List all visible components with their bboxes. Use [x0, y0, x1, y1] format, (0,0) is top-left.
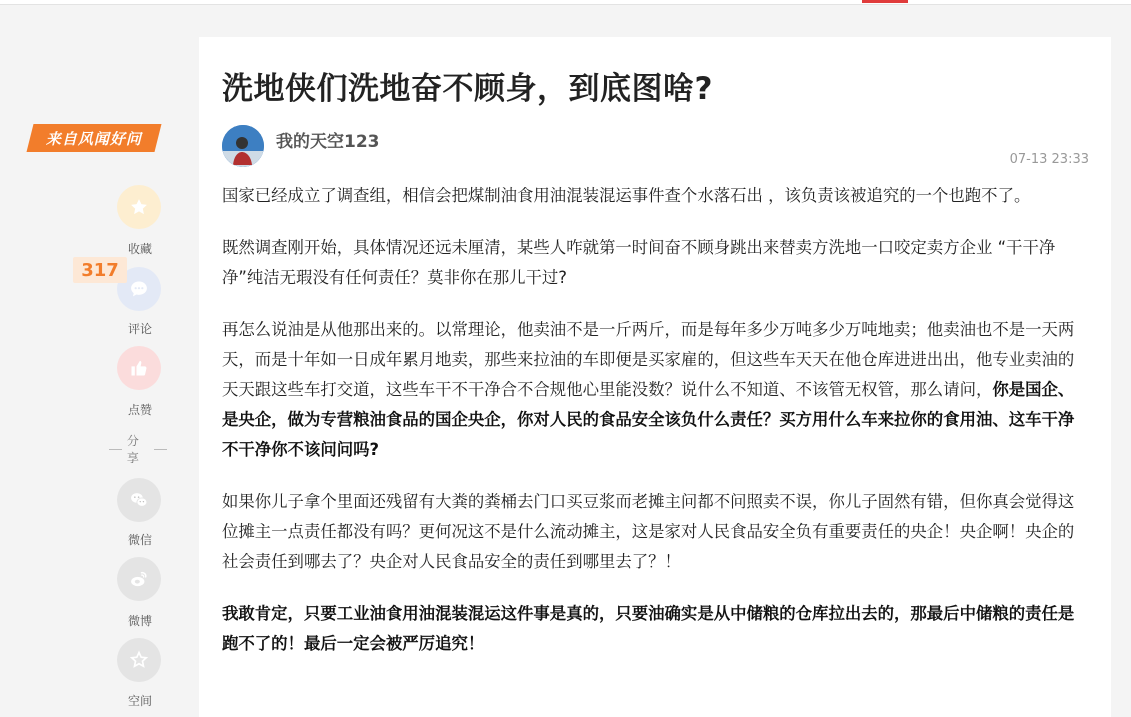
qzone-share-button[interactable]: [117, 638, 161, 682]
source-badge-label: 来自风闻好问: [45, 129, 142, 148]
comment-count-badge[interactable]: 317: [73, 257, 127, 283]
avatar-image: [222, 125, 264, 167]
paragraph-3-text: 再怎么说油是从他那出来的。以常理论，他卖油不是一斤两斤，而是每年多少万吨多少万吨地卖；他卖油也不是一天两天，而是十年如一日成年累月地卖，那些来拉油的车即便是买家雇的，但这些车天天在他仓库进进出出，他专业卖油的天天跟这些车打交道，这些车干不干净合不合规他心里能没数？说什么不知道、不该管无权管，那么请问，: [222, 320, 1075, 399]
qzone-label: 空间: [127, 694, 152, 708]
paragraph-5: [222, 599, 1090, 659]
author-avatar[interactable]: [222, 125, 264, 167]
publish-time: 07-13 23:33: [1009, 152, 1089, 167]
wechat-icon: [129, 490, 149, 510]
chat-bubble-icon: [129, 279, 149, 299]
star-icon: [129, 197, 149, 217]
article-title: 洗地侠们洗地奋不顾身，到底图啥?: [222, 71, 713, 107]
paragraph-3: [222, 315, 1090, 465]
like-label: 点赞: [127, 403, 152, 417]
like-button[interactable]: [117, 346, 161, 390]
favorite-label: 收藏: [127, 242, 152, 256]
paragraph-5-emphasis: 我敢肯定，只要工业油食用油混装混运这件事是真的，只要油确实是从中储粮的仓库拉出去的，那最后中储粮的责任是跑不了的！最后一定会被严厉追究！: [222, 604, 1075, 653]
weibo-share-button[interactable]: [117, 557, 161, 601]
weibo-icon: [129, 569, 149, 589]
wechat-share-button[interactable]: [117, 478, 161, 522]
comment-label: 评论: [127, 322, 152, 336]
article-card: [199, 37, 1111, 717]
share-divider: [104, 434, 172, 465]
wechat-label: 微信: [127, 533, 152, 547]
top-bar-active-indicator: [862, 0, 908, 3]
paragraph-1: 国家已经成立了调查组，相信会把煤制油食用油混装混运事件查个水落石出 ，该负责该被追究的一个也跑不了。: [222, 186, 1031, 205]
weibo-label: 微博: [127, 614, 152, 628]
qzone-star-icon: [129, 650, 149, 670]
paragraph-3-emphasis: 你是国企、是央企，做为专营粮油食品的国企央企，你对人民的食品安全该负什么责任？买方用什么车来拉你的食用油、这车干净不干净你不该问问吗?: [222, 380, 1075, 459]
share-label: 分享: [126, 434, 139, 465]
favorite-button[interactable]: [117, 185, 161, 229]
thumbs-up-icon: [129, 358, 149, 378]
paragraph-4: 如果你儿子拿个里面还残留有大粪的粪桶去门口买豆浆而老摊主问都不问照卖不误，你儿子固然有错，但你真会觉得这位摊主一点责任都没有吗？更何况这不是什么流动摊主，这是家对人民食品安全负有重要责任的央企！央企啊！央企的社会责任到哪去了？央企对人民食品安全的责任到哪里去了？！: [222, 492, 1075, 571]
source-badge[interactable]: [27, 124, 162, 152]
article-body: [222, 181, 1090, 681]
top-bar: [0, 0, 1131, 5]
author-name[interactable]: 我的天空123: [276, 132, 380, 152]
paragraph-2: 既然调查刚开始，具体情况还远未厘清，某些人咋就第一时间奋不顾身跳出来替卖方洗地一口咬定卖方企业 “干干净净”纯洁无瑕没有任何责任？莫非你在那儿干过?: [222, 238, 1056, 287]
